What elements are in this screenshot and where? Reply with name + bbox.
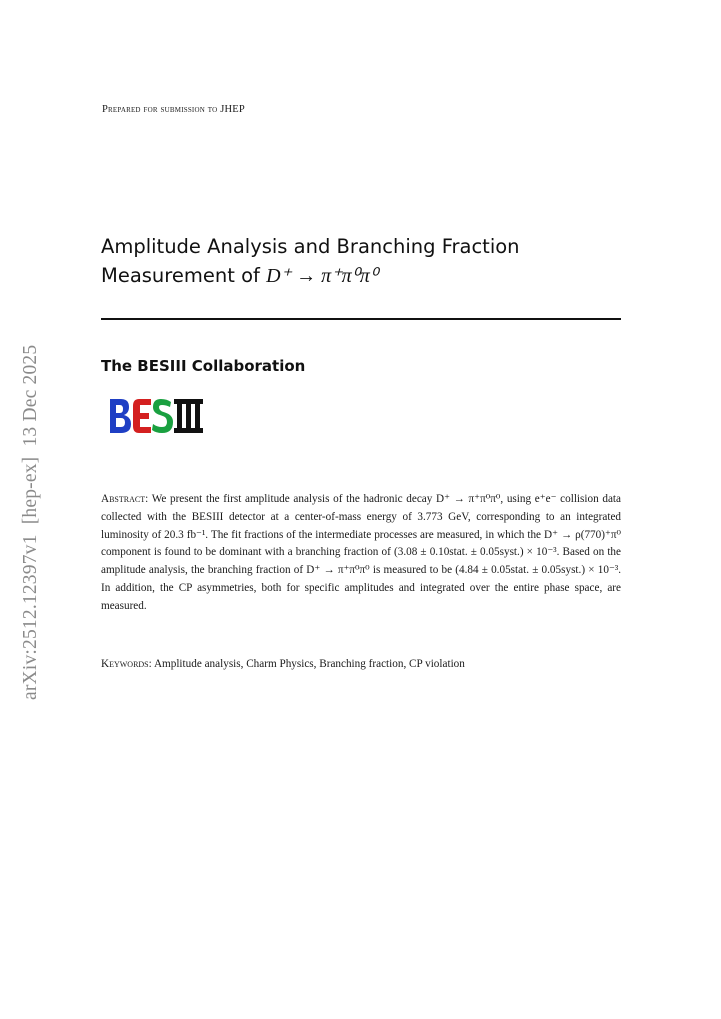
keywords — [101, 656, 621, 673]
arxiv-identifier: arXiv:2512.12397v1 [hep-ex] 13 Dec 2025 — [20, 344, 41, 700]
abstract-line: to be dominant with a branching fraction of (3.08 ± 0.10stat. ± 0.05syst.) × 10⁻³. Based — [193, 546, 590, 559]
abstract-line: We present the first amplitude analysis of the hadronic decay D⁺ → π⁺π⁰π⁰, — [151, 493, 504, 505]
paper-title — [101, 232, 621, 291]
abstract-line: using e⁺e⁻ collision data collected with the BESIII detector at a center-of-mass energy of — [101, 493, 621, 523]
logo-letter-s — [152, 399, 173, 433]
abstract-line: on the amplitude analysis, the branching fraction of D⁺ → π⁺π⁰π⁰ is measured to be — [101, 546, 621, 577]
keywords-text: Amplitude analysis, Charm Physics, Branching fraction, CP violation — [153, 658, 465, 670]
prepared-for-submission-note: Prepared for submission to JHEP — [102, 104, 245, 115]
abstract-line: amplitudes and integrated over the entire phase space, are measured. — [101, 581, 621, 612]
title-line-1: Amplitude Analysis and Branching Fraction — [101, 235, 520, 258]
title-line-2-text: Measurement of — [101, 264, 267, 287]
abstract-line: (4.84 ± 0.05stat. ± 0.05syst.) × 10⁻³. In addition, the CP asymmetries, both for specific — [101, 564, 621, 594]
logo-letter-e — [133, 399, 151, 433]
title-line-2 — [101, 261, 621, 291]
abstract-label: Abstract: — [101, 493, 149, 505]
collaboration-name: The BESIII Collaboration — [101, 357, 306, 375]
title-divider — [101, 318, 621, 320]
abstract-line: intermediate processes are measured, in which the D⁺ → ρ(770)⁺π⁰ component is found — [101, 528, 622, 559]
abstract-line: 3.773 GeV, corresponding to an integrated luminosity of 20.3 fb⁻¹. The fit fractions of the — [101, 510, 621, 541]
abstract — [101, 491, 621, 616]
keywords-label: Keywords: — [101, 658, 152, 670]
title-decay-formula: D⁺ → π⁺π⁰π⁰ — [266, 265, 378, 287]
besiii-logo — [107, 396, 207, 436]
logo-letter-b — [110, 399, 131, 433]
logo-numeral-iii — [174, 399, 203, 433]
